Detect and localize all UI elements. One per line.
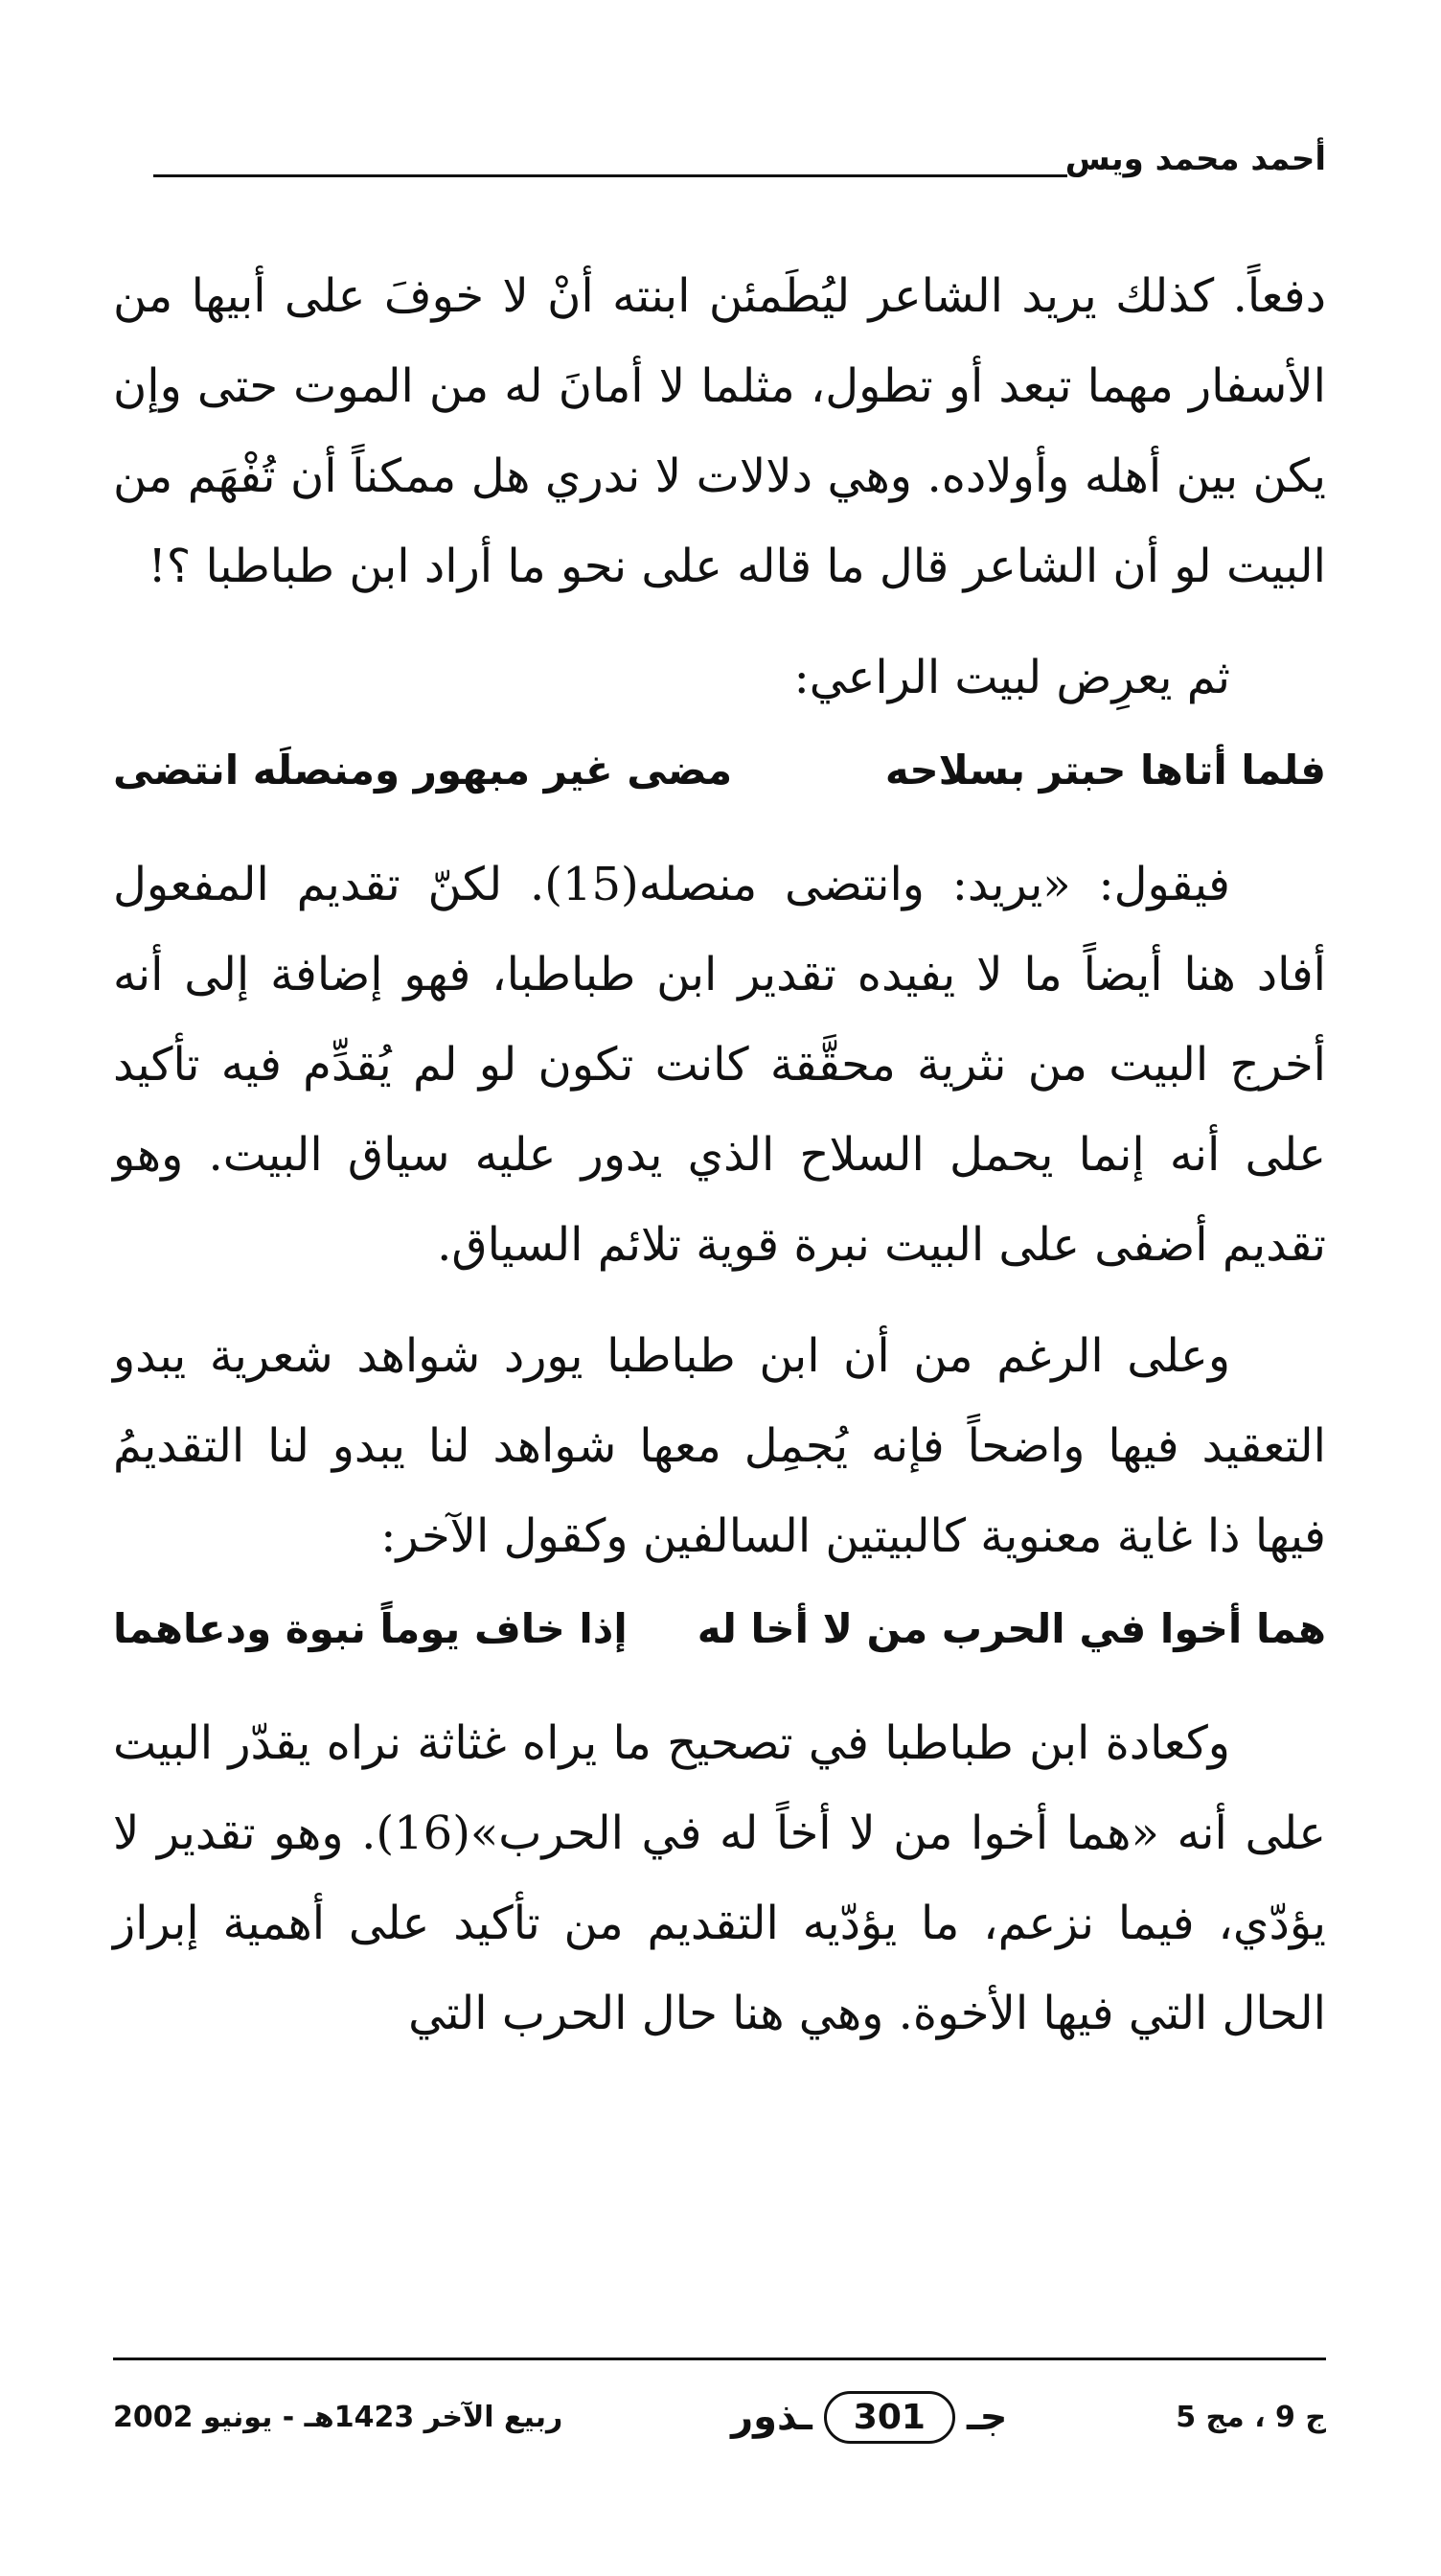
verse-1-first-hemistich: فلما أتاها حبتر بسلاحه <box>884 747 1326 794</box>
page-header <box>153 132 1326 209</box>
page-footer <box>113 2358 1326 2472</box>
body-text <box>113 251 1326 2058</box>
verse-1-second-hemistich: مضى غير مبهور ومنصلَه انتضى <box>113 747 733 794</box>
issue-info: ج 9 ، مج 5 <box>1176 2400 1326 2434</box>
spacer <box>113 1290 1326 1311</box>
spacer <box>113 611 1326 632</box>
paragraph-1: دفعاً. كذلك يريد الشاعر ليُطَمئن ابنته أنْ لا خوفَ على أبيها من الأسفار مهما تبعد أو تطول، مثلما لا أمانَ له من الموت حتى وإن يكن بين أهله وأولاده. وهي دلالات لا ندري هل ممكناً أن تُفْهَم من البيت لو أن الشاعر قال ما قاله على نحو ما أراد ابن طباطبا ؟! <box>113 269 1326 593</box>
spacer <box>113 1677 1326 1698</box>
verse-2-first-hemistich: هما أخوا في الحرب من لا أخا له <box>697 1605 1326 1652</box>
paragraph-2: ثم يعرِض لبيت الراعي: <box>793 651 1230 704</box>
journal-mark <box>731 2391 1007 2444</box>
paragraph-4: وعلى الرغم من أن ابن طباطبا يورد شواهد شعرية يبدو التعقيد فيها واضحاً فإنه يُجمِل معها شواهد لنا يبدو لنا التقديمُ فيها ذا غاية معنوية كالبيتين السالفين وكقول الآخر: <box>113 1329 1327 1563</box>
footer-row <box>113 2379 1326 2455</box>
header-rule <box>153 174 1067 177</box>
journal-name-end: ـذور <box>731 2395 812 2439</box>
verse-1 <box>113 723 1326 818</box>
page-number: 301 <box>824 2391 955 2444</box>
verse-2 <box>113 1581 1326 1677</box>
verse-2-second-hemistich: إذا خاف يوماً نبوة ودعاهما <box>113 1605 628 1652</box>
journal-name-start: جـ <box>966 2395 1008 2439</box>
paragraph-3: فيقول: «يريد: وانتضى منصله(15). لكنّ تقديم المفعول أفاد هنا أيضاً ما لا يفيده تقدير ابن طباطبا، فهو إضافة إلى أنه أخرج البيت من نثرية محقَّقة كانت تكون لو لم يُقدِّم فيه تأكيد على أنه إنما يحمل السلاح الذي يدور عليه سياق البيت. وهو تقديم أضفى على البيت نبرة قوية تلائم السياق. <box>113 858 1326 1272</box>
paragraph-5: وكعادة ابن طباطبا في تصحيح ما يراه غثاثة نراه يقدّر البيت على أنه «هما أخوا من لا أخاً له في الحرب»(16). وهو تقدير لا يؤدّي، فيما نزعم، ما يؤدّيه التقديم من تأكيد على أهمية إبراز الحال التي فيها الأخوة. وهي هنا حال الحرب التي <box>113 1716 1327 2040</box>
spacer <box>113 818 1326 840</box>
author-name: أحمد محمد ويس <box>1064 140 1326 178</box>
footer-rule <box>113 2358 1326 2360</box>
publication-date: ربيع الآخر 1423هـ - يونيو 2002 <box>113 2400 563 2434</box>
